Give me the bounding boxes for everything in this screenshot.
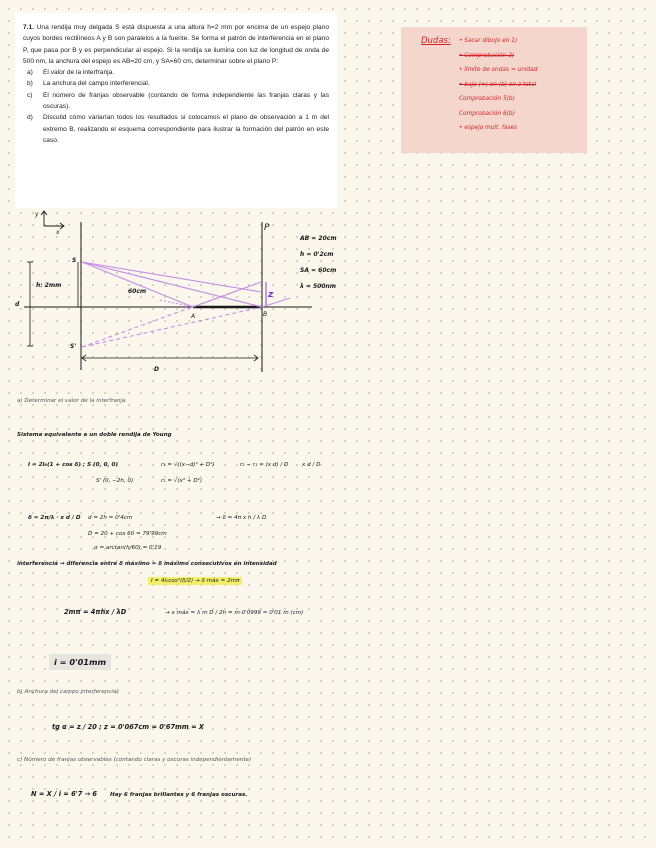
eq3: D = 20 + cos 60 = 79'99cm bbox=[88, 531, 167, 537]
ray-paths bbox=[82, 262, 290, 347]
big-d-dimension bbox=[82, 355, 258, 361]
big-d-label: D bbox=[154, 366, 159, 373]
d-dimension bbox=[27, 262, 33, 346]
doubt-item: • Sacar dibujo en 1) bbox=[459, 38, 518, 44]
problem-intro-text: Una rendija muy delgada S está dispuesta a una altura h=2 mm por encima de un espejo plano cuyos bordes rectilíneos A y B son paralelos a la fuente. Se forma el patrón de interferencia en el plano P, que pasa por B y es perpendicular al espejo. Si la rendija se ilumina con luz de longitud de onda de 500 nm, la anchura del espejo es AB=20 cm, y SA=60 cm, determinar sobre el plano P: bbox=[23, 24, 329, 65]
item-label: a) bbox=[27, 69, 33, 77]
doubt-item: Comprobación 5(b) bbox=[459, 96, 515, 102]
eq5-left: 2mπ = 4πhx / λD bbox=[64, 608, 127, 616]
axis-x-label: x bbox=[56, 229, 60, 236]
item-text: El número de franjas observable (contando de forma independiente las franjas claras y las oscuras). bbox=[43, 91, 329, 111]
item-label: b) bbox=[27, 80, 33, 88]
axis-y-label: y bbox=[35, 211, 39, 218]
given-item: λ = 500nm bbox=[300, 283, 337, 290]
eq1-r1: r₁ = √((x−d)² + D²) bbox=[161, 462, 215, 468]
a-label: A bbox=[191, 313, 196, 320]
given-item: SA = 60cm bbox=[300, 267, 337, 274]
item-text: Discutid cómo variarían todos los resultados si colocamos el plano de observación a 1 m del extremo B, realizando el esquema correspondiente para ilustrar la formación del patrón en este caso. bbox=[43, 114, 329, 144]
eq2-right: → δ = 4π x h / λ D bbox=[216, 515, 267, 521]
item-text: La anchura del campo interferencial. bbox=[43, 80, 150, 88]
eq7-right: Hay 6 franjas brillantes y 6 franjas oscuras. bbox=[110, 792, 248, 798]
eq4: α = arctan(h/60) = 0'19 bbox=[94, 545, 162, 551]
phase-note: interferencia → diferencia entre δ máximo = δ máximo consecutivos en intensidad bbox=[17, 561, 277, 567]
axis-indicator bbox=[41, 211, 64, 229]
eq6-text: tg α = z / 20 ; z = 0'067cm = 0'67mm = X bbox=[52, 723, 204, 731]
eq1-frac: x d / D bbox=[302, 462, 321, 468]
doubts-title: Dudas: bbox=[421, 36, 451, 46]
z-label: z bbox=[268, 290, 274, 300]
problem-number: 7.1. bbox=[23, 24, 34, 31]
eq7-left: N = X / i = 6'7 → 6 bbox=[31, 790, 97, 798]
h-label: h: 2mm bbox=[36, 282, 62, 289]
eq1-r2: r₂ = √(x² + D²) bbox=[161, 478, 203, 484]
doubt-item: Comprobación 6(b) bbox=[459, 110, 515, 117]
eq5-right: → x máx = λ m D / 2h = m·0'0999 ≈ 0'01 m (cm) bbox=[165, 610, 304, 616]
b-label: B bbox=[263, 311, 268, 318]
s-label: S bbox=[72, 257, 77, 264]
item-label: c) bbox=[27, 91, 33, 99]
item-text: El valor de la interfranja. bbox=[43, 69, 115, 77]
eq1-left: I = 2I₀(1 + cos δ) ; S (0, 0, 0) bbox=[28, 462, 118, 468]
given-item: h = 0'2cm bbox=[300, 251, 334, 258]
interfranja-result-text: i = 0'01mm bbox=[49, 654, 111, 670]
doubt-item: • Comprobación 2) bbox=[459, 52, 515, 59]
eq1-left2: S' (0, −2h, 0) bbox=[96, 478, 134, 484]
doubt-item: • límite de ondas = unidad bbox=[459, 67, 538, 73]
given-item: AB = 20cm bbox=[300, 235, 337, 242]
p-label: P bbox=[264, 223, 270, 233]
part-b-heading: b) Anchura del campo interferencial: bbox=[17, 689, 120, 695]
eq6 bbox=[52, 723, 204, 731]
s-prime-label: S' bbox=[70, 343, 77, 350]
highlight-equation-text: I = 4I₀cos²(δ/2) → δ máx = 2mπ bbox=[148, 577, 242, 585]
sa-distance-label: 60cm bbox=[128, 288, 147, 295]
interfranja-result bbox=[49, 657, 111, 667]
part-c-heading: c) Número de franjas observables (contando claras y oscuras independientemente) bbox=[17, 757, 252, 763]
givens-list bbox=[299, 235, 337, 290]
d-label: d bbox=[15, 301, 20, 308]
highlight-equation bbox=[148, 578, 242, 584]
item-label: d) bbox=[27, 114, 33, 122]
eq1-diff: r₂ − r₁ ≈ (x d) / D bbox=[240, 462, 289, 468]
part-a-heading: a) Determinar el valor de la interfranja. bbox=[17, 398, 128, 404]
eq2-left: δ = 2π/λ · x d / D bbox=[28, 515, 81, 521]
eq2-mid: d = 2h = 0'4cm bbox=[88, 515, 133, 521]
scheme-note: Sistema equivalente a un doble rendija de Young bbox=[17, 432, 172, 438]
doubt-item: • espejo mult. fases bbox=[459, 125, 518, 131]
doubt-item: • bajo (+) en (b) en z total bbox=[459, 81, 537, 88]
